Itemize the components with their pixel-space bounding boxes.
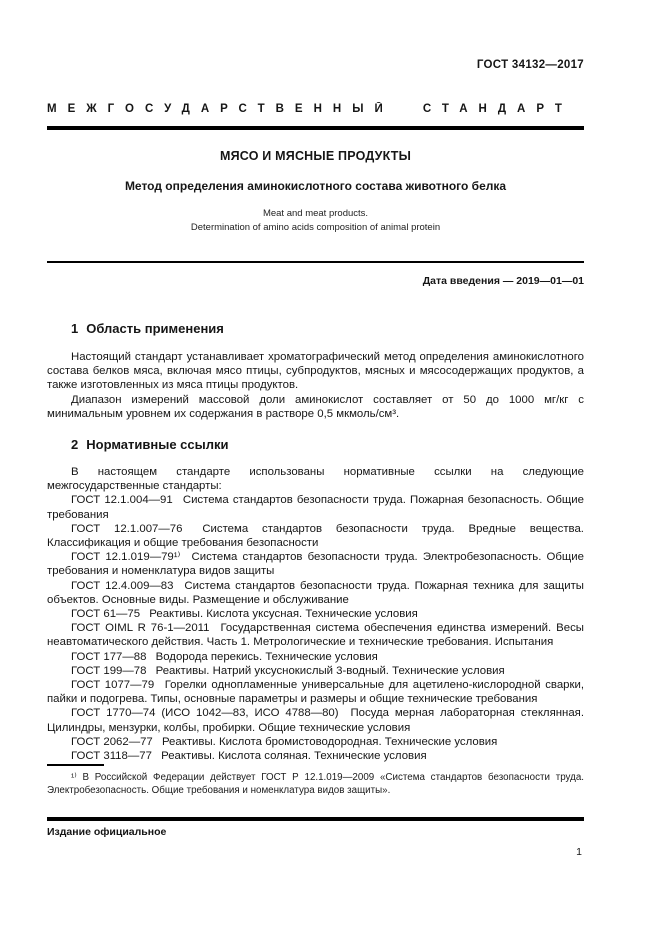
- reference-number: ГОСТ 1077—79: [71, 679, 155, 692]
- page-number: 1: [576, 846, 582, 858]
- title-en-line2: Determination of amino acids composition of animal protein: [190, 221, 441, 233]
- section1-paragraph: Диапазон измерений массовой доли аминокислот составляет от 50 до 1000 мг/кг с минимальным уровнем их содержания в растворе 0,5 мкмоль/см³.: [47, 393, 584, 420]
- reference-item: [47, 579, 584, 607]
- reference-number: ГОСТ 177—88: [71, 650, 147, 663]
- doc-number: ГОСТ 34132—2017: [476, 59, 584, 71]
- reference-item: [47, 522, 584, 550]
- reference-number: ГОСТ 199—78: [71, 664, 147, 677]
- reference-number: ГОСТ 2062—77: [71, 735, 153, 748]
- document-title-ru: МЯСО И МЯСНЫЕ ПРОДУКТЫ: [219, 149, 412, 163]
- reference-item: [47, 706, 584, 734]
- footnote: [47, 771, 584, 797]
- reference-title: Реактивы. Кислота уксусная. Технические условия: [149, 608, 418, 621]
- footnote-separator: [47, 764, 104, 766]
- footnote-body: В Российской Федерации действует ГОСТ Р 12.1.019—2009 «Система стандартов безопасности труда. Электробезопасность. Общие требования и номенклатура видов защиты».: [47, 772, 584, 797]
- reference-title: Посуда мерная лабораторная стеклянная. Цилиндры, мензурки, колбы, пробирки. Общие технические условия: [47, 707, 584, 734]
- section1-body: [47, 350, 584, 421]
- reference-number: ГОСТ 1770—74 (ИСО 1042—83, ИСО 4788—80): [71, 707, 339, 720]
- reference-title: Государственная система обеспечения единства измерений. Весы неавтоматического действия. Часть 1. Метрологические и технические требования. Испытания: [47, 622, 584, 649]
- section2-body: [47, 465, 584, 763]
- document-title-en: [47, 207, 584, 234]
- standard-type-label: МЕЖГОСУДАРСТВЕННЫЙ СТАНДАРТ: [47, 103, 573, 115]
- section1-title: Область применения: [86, 321, 224, 336]
- reference-item: [47, 735, 584, 749]
- document-subtitle-ru: Метод определения аминокислотного состава животного белка: [124, 179, 507, 193]
- title-en-line1: Meat and meat products.: [262, 208, 369, 219]
- section2-heading: [47, 436, 584, 453]
- reference-item: [47, 550, 584, 578]
- section1-number: 1: [71, 321, 79, 336]
- reference-number: ГОСТ 3118—77: [71, 750, 152, 763]
- reference-title: Реактивы. Натрий уксуснокислый 3-водный. Технические условия: [155, 664, 505, 677]
- effective-date: Дата введения — 2019—01—01: [422, 275, 584, 287]
- reference-item: [47, 621, 584, 649]
- reference-item: [47, 664, 584, 678]
- reference-title: Система стандартов безопасности труда. Пожарная техника для защиты объектов. Основные виды. Размещение и обслуживание: [47, 579, 584, 606]
- reference-item: [47, 607, 584, 621]
- section1-paragraph: Настоящий стандарт устанавливает хроматографический метод определения аминокислотного состава белков мяса, включая мясо птицы, субпродуктов, мясных и мясосодержащих продуктов, а также изготовленных из мяса птицы продуктов.: [47, 351, 584, 392]
- reference-number: ГОСТ 12.4.009—83: [71, 579, 174, 592]
- reference-title: Система стандартов безопасности труда. Электробезопасность. Общие требования и номенклатура видов защиты: [47, 551, 584, 578]
- reference-title: Горелки однопламенные универсальные для ацетилено-кислородной сварки, пайки и подогрева. Типы, основные параметры и размеры и общие технические требования: [47, 679, 584, 706]
- reference-title: Водорода перекись. Технические условия: [155, 650, 378, 663]
- section2-number: 2: [71, 437, 79, 453]
- section2-intro: В настоящем стандарте использованы нормативные ссылки на следующие межгосударственные стандарты:: [47, 466, 584, 493]
- reference-number: ГОСТ 61—75: [71, 608, 141, 621]
- reference-item: [47, 650, 584, 664]
- reference-title: Система стандартов безопасности труда. Пожарная безопасность. Общие требования: [47, 494, 584, 521]
- reference-item: [47, 493, 584, 521]
- reference-number: ГОСТ OIML R 76-1—2011: [71, 622, 210, 635]
- footnote-marker: ¹⁾: [71, 772, 77, 783]
- reference-title: Реактивы. Кислота бромистоводородная. Технические условия: [161, 735, 498, 748]
- reference-title: Реактивы. Кислота соляная. Технические условия: [161, 750, 427, 763]
- page-content: [47, 0, 584, 763]
- reference-item: [47, 678, 584, 706]
- header-rule: [47, 126, 584, 130]
- section2-title: Нормативные ссылки: [86, 437, 229, 453]
- footer-rule: [47, 817, 584, 821]
- reference-number: ГОСТ 12.1.007—76: [71, 522, 183, 535]
- reference-number: ГОСТ 12.1.004—91: [71, 494, 173, 507]
- section1-heading: [47, 320, 584, 337]
- reference-number: ГОСТ 12.1.019—79¹⁾: [71, 551, 181, 564]
- edition-label: Издание официальное: [47, 826, 167, 838]
- reference-title: Система стандартов безопасности труда. Вредные вещества. Классификация и общие требования безопасности: [47, 522, 584, 550]
- date-rule: [47, 261, 584, 263]
- reference-item: [47, 749, 584, 763]
